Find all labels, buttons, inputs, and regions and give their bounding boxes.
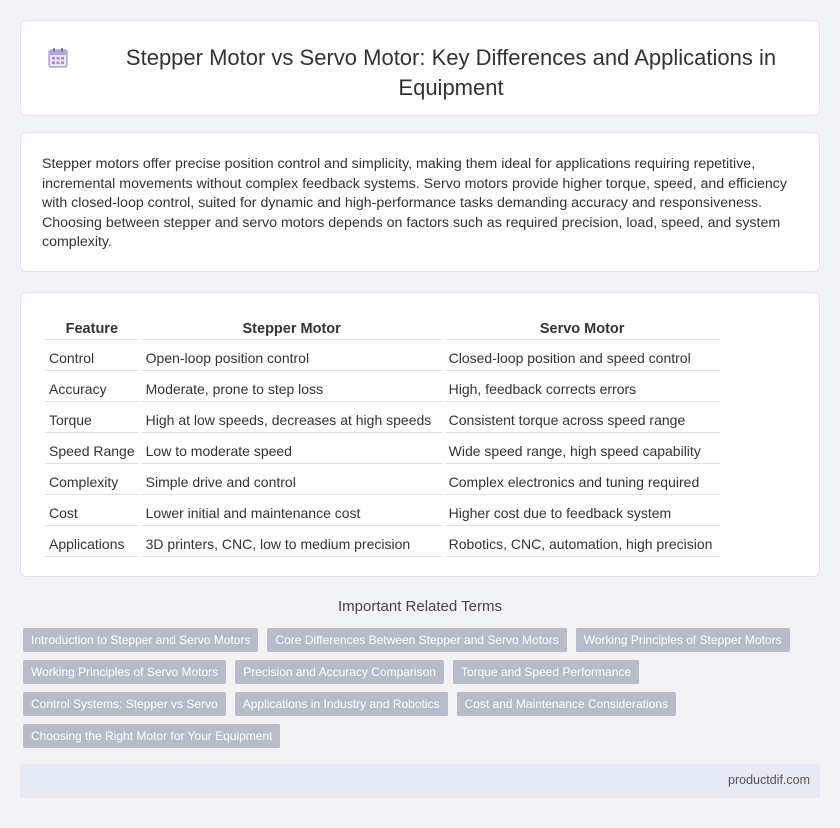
calendar-icon — [47, 47, 69, 69]
related-tag[interactable]: Control Systems: Stepper vs Servo — [23, 692, 226, 716]
related-tag[interactable]: Working Principles of Servo Motors — [23, 660, 226, 684]
cell-stepper: Open-loop position control — [142, 343, 442, 371]
intro-paragraph: Stepper motors offer precise position control and simplicity, making them ideal for applications requiring repetitive, incremental movements without complex feedback systems. Servo motors provide higher torque, speed, and efficiency with closed-loop control, suited for dynamic and high-performance tasks demanding accuracy and responsiveness. Choosing between stepper and servo motors depends on factors such as required precision, load, speed, and system complexity. — [42, 156, 787, 250]
footer-site-link[interactable]: productdif.com — [728, 773, 810, 787]
header-servo: Servo Motor — [445, 314, 720, 340]
related-tag[interactable]: Precision and Accuracy Comparison — [235, 660, 444, 684]
cell-servo: Higher cost due to feedback system — [445, 498, 720, 526]
table-row — [45, 529, 720, 557]
table-row — [45, 498, 720, 526]
footer — [20, 764, 820, 798]
cell-stepper: Lower initial and maintenance cost — [142, 498, 442, 526]
header-feature: Feature — [45, 314, 139, 340]
related-terms-heading: Important Related Terms — [338, 598, 502, 615]
cell-feature: Accuracy — [45, 374, 139, 402]
cell-servo: High, feedback corrects errors — [445, 374, 720, 402]
cell-feature: Cost — [45, 498, 139, 526]
table-row — [45, 436, 720, 464]
related-tag[interactable]: Core Differences Between Stepper and Servo Motors — [267, 628, 566, 652]
table-row — [45, 374, 720, 402]
page-title: Stepper Motor vs Servo Motor: Key Differences and Applications in Equipment — [125, 45, 777, 100]
related-tag[interactable]: Applications in Industry and Robotics — [235, 692, 448, 716]
cell-feature: Speed Range — [45, 436, 139, 464]
comparison-table — [42, 311, 723, 560]
cell-stepper: 3D printers, CNC, low to medium precision — [142, 529, 442, 557]
related-tag[interactable]: Working Principles of Stepper Motors — [576, 628, 790, 652]
title-wrap — [21, 43, 819, 103]
related-tag[interactable]: Torque and Speed Performance — [453, 660, 639, 684]
cell-stepper: Low to moderate speed — [142, 436, 442, 464]
table-row — [45, 405, 720, 433]
cell-stepper: Simple drive and control — [142, 467, 442, 495]
cell-feature: Torque — [45, 405, 139, 433]
related-tag[interactable]: Choosing the Right Motor for Your Equipment — [23, 724, 280, 748]
cell-feature: Applications — [45, 529, 139, 557]
related-tag[interactable]: Introduction to Stepper and Servo Motors — [23, 628, 258, 652]
cell-servo: Closed-loop position and speed control — [445, 343, 720, 371]
title-card — [20, 20, 820, 116]
table-row — [45, 343, 720, 371]
table-row — [45, 467, 720, 495]
cell-feature: Complexity — [45, 467, 139, 495]
header-stepper: Stepper Motor — [142, 314, 442, 340]
cell-servo: Consistent torque across speed range — [445, 405, 720, 433]
cell-feature: Control — [45, 343, 139, 371]
related-tag[interactable]: Cost and Maintenance Considerations — [457, 692, 676, 716]
table-header-row — [45, 314, 720, 340]
cell-servo: Robotics, CNC, automation, high precision — [445, 529, 720, 557]
cell-stepper: Moderate, prone to step loss — [142, 374, 442, 402]
cell-stepper: High at low speeds, decreases at high speeds — [142, 405, 442, 433]
intro-card — [20, 132, 820, 272]
comparison-card — [20, 292, 820, 577]
related-terms-list — [23, 628, 813, 748]
cell-servo: Wide speed range, high speed capability — [445, 436, 720, 464]
cell-servo: Complex electronics and tuning required — [445, 467, 720, 495]
